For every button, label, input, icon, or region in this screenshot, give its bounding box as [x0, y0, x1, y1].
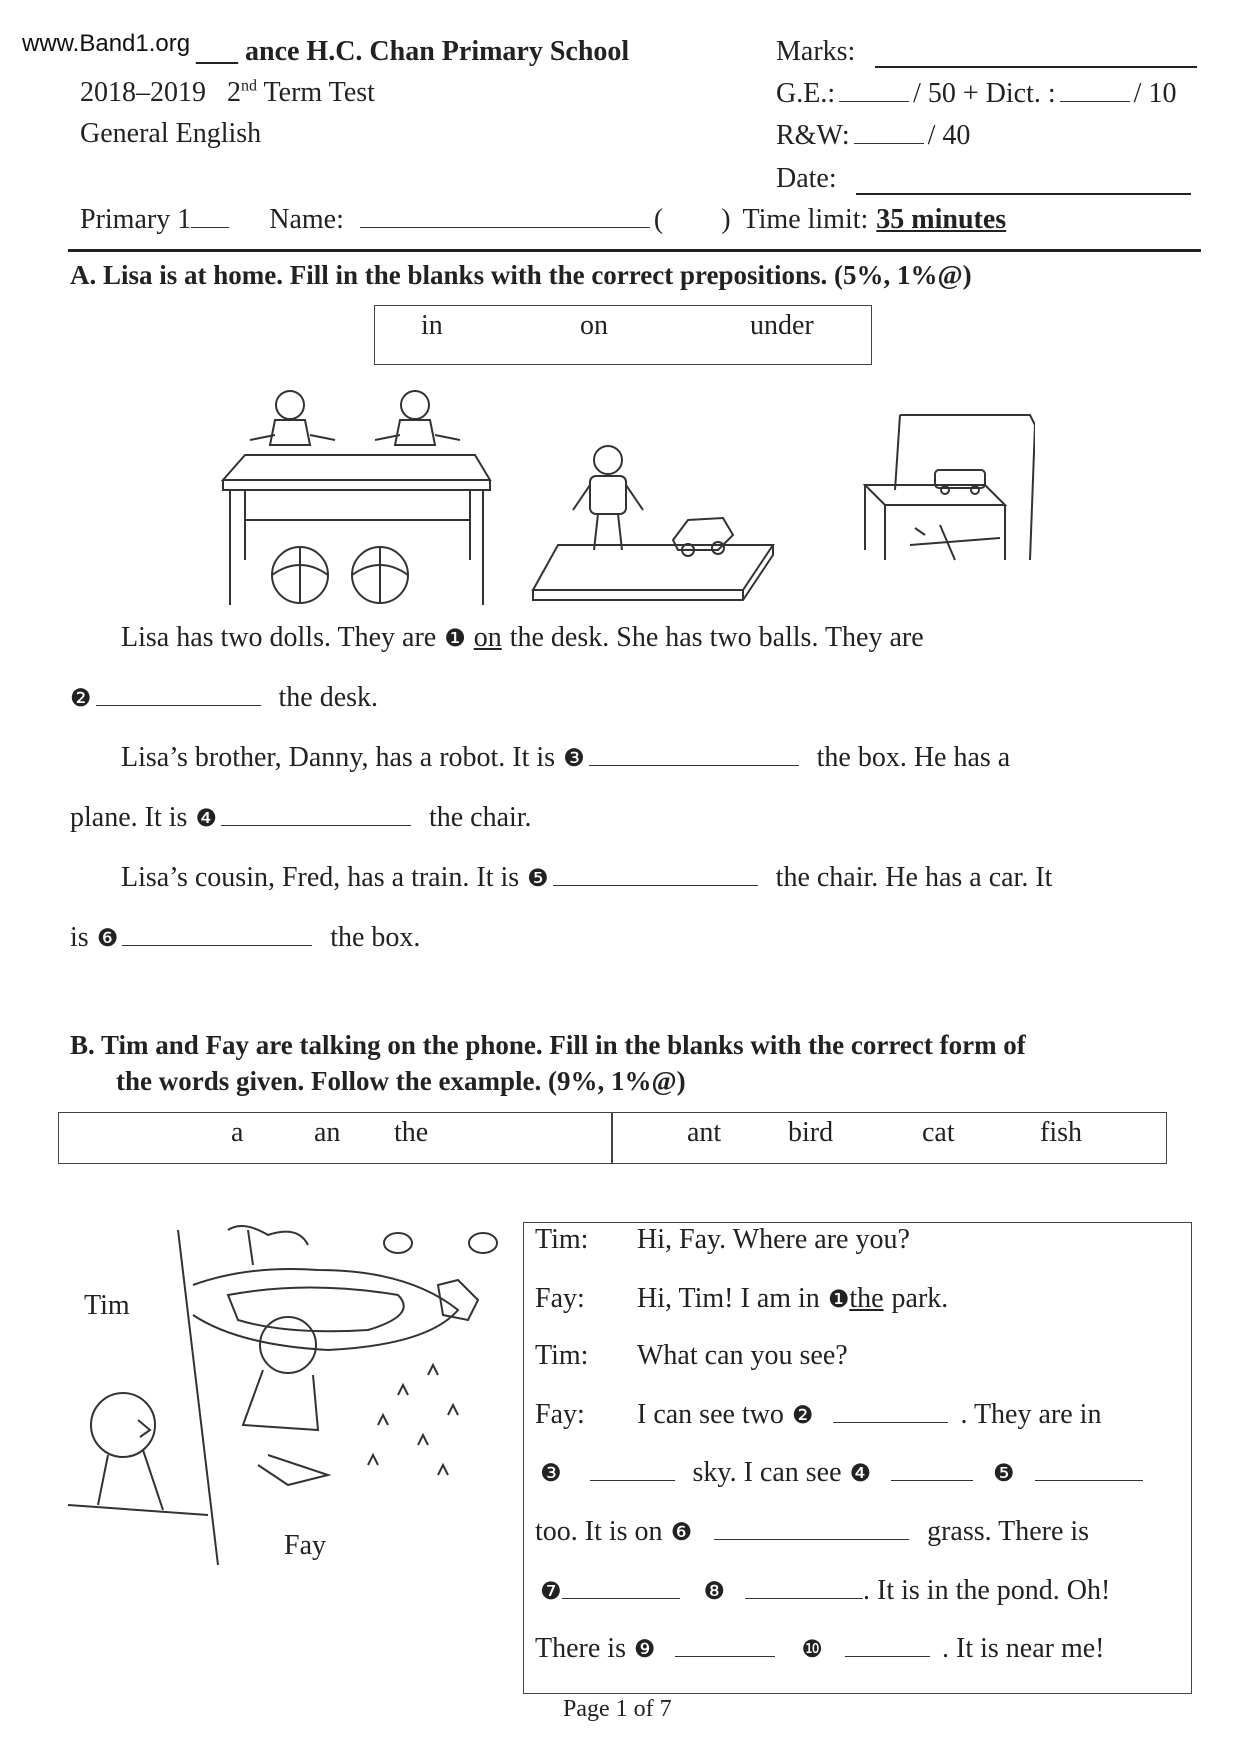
word-in: in — [421, 310, 443, 341]
number-10-badge: ❿ — [801, 1635, 823, 1663]
number-1-badge: ❶ — [827, 1285, 850, 1313]
sentence-a6 — [70, 922, 420, 954]
number-6-badge: ❻ — [670, 1518, 693, 1546]
fay-label: Fay — [284, 1530, 326, 1561]
section-b-heading: B. Tim and Fay are talking on the phone. Fill in the blanks with the correct form of — [70, 1030, 1026, 1060]
text: the chair. — [428, 802, 532, 833]
number-paren-open: ( — [653, 204, 664, 235]
text: plane. It is — [70, 802, 188, 833]
speaker-fay: Fay: — [535, 1283, 585, 1314]
dialog-line-6 — [535, 1516, 1089, 1548]
text: What can you see? — [637, 1340, 848, 1371]
text: . They are in — [960, 1399, 1102, 1430]
sentence-a1 — [121, 622, 924, 654]
header-divider — [68, 249, 1201, 252]
word-under: under — [750, 310, 814, 341]
word-bird: bird — [788, 1117, 834, 1148]
text: the desk. — [278, 682, 379, 713]
word-ant: ant — [687, 1117, 722, 1148]
word-cat: cat — [922, 1117, 955, 1148]
term-suffix: nd — [241, 77, 257, 95]
text: Hi, Fay. Where are you? — [637, 1224, 910, 1255]
text: grass. There is — [927, 1516, 1090, 1547]
term-label: Term Test — [257, 77, 375, 108]
text: . It is in the pond. Oh! — [863, 1575, 1111, 1606]
dialog-line-1 — [535, 1224, 910, 1256]
dialog-line-2 — [535, 1283, 948, 1315]
number-8-badge: ❽ — [703, 1577, 726, 1605]
time-limit-value: 35 minutes — [876, 204, 1007, 235]
text: park. — [891, 1283, 949, 1314]
school-name: ___ ance H.C. Chan Primary School — [196, 36, 630, 67]
number-2-badge: ❷ — [70, 684, 92, 712]
rw-score-field[interactable] — [854, 142, 924, 144]
answer-b5-field[interactable] — [1035, 1479, 1143, 1481]
text: sky. I can see — [692, 1457, 842, 1488]
answer-a3-field[interactable] — [589, 764, 799, 766]
text: the desk. She has two balls. They are — [509, 622, 924, 653]
text: Lisa’s brother, Danny, has a robot. It is — [121, 742, 556, 773]
number-6-badge: ❻ — [96, 924, 119, 952]
answer-b3-field[interactable] — [590, 1479, 675, 1481]
word-table-b — [58, 1112, 1167, 1164]
text: Lisa has two dolls. They are — [121, 622, 437, 653]
dict-total: / 10 — [1133, 78, 1177, 109]
text: the box. — [330, 922, 421, 953]
ge-total: / 50 + Dict. : — [913, 78, 1056, 109]
text: I can see two — [637, 1399, 784, 1430]
number-9-badge: ❾ — [633, 1635, 656, 1663]
term-number: 2 — [227, 77, 241, 108]
dialog-line-7 — [540, 1575, 1110, 1607]
text: Hi, Tim! I am in — [637, 1283, 820, 1314]
student-row — [80, 204, 1006, 236]
dialog-line-3 — [535, 1340, 848, 1372]
word-an: an — [314, 1117, 341, 1148]
chair-train-plane-illustration — [855, 410, 1035, 610]
page-number: Page 1 of 7 — [563, 1696, 672, 1722]
number-5-badge: ❺ — [527, 864, 549, 892]
watermark: www.Band1.org — [22, 30, 191, 57]
box-robot-car-illustration — [528, 440, 778, 605]
number-3-badge: ❸ — [563, 744, 585, 772]
dict-score-field[interactable] — [1060, 100, 1130, 102]
number-7-badge: ❼ — [540, 1577, 562, 1605]
word-fish: fish — [1040, 1117, 1082, 1148]
park-phone-illustration — [68, 1225, 523, 1570]
date-label: Date: — [776, 163, 837, 194]
section-a-heading: A. Lisa is at home. Fill in the blanks with the correct prepositions. (5%, 1%@) — [70, 260, 972, 290]
word-on: on — [580, 310, 608, 341]
speaker-tim: Tim: — [535, 1224, 589, 1255]
number-5-badge: ❺ — [993, 1459, 1015, 1487]
answer-b8-field[interactable] — [745, 1597, 863, 1599]
answer-b9-field[interactable] — [675, 1655, 775, 1657]
marks-label: Marks: — [776, 36, 856, 67]
name-label: Name: — [269, 204, 344, 235]
answer-b2-field[interactable] — [833, 1421, 948, 1423]
text: There is — [535, 1633, 626, 1664]
example-answer-1: on — [473, 622, 502, 653]
word-table-divider — [611, 1113, 613, 1163]
answer-b10-field[interactable] — [845, 1655, 930, 1657]
text: Lisa’s cousin, Fred, has a train. It is — [121, 862, 520, 893]
marks-field[interactable] — [875, 66, 1197, 68]
speaker-fay: Fay: — [535, 1399, 585, 1430]
answer-a5-field[interactable] — [553, 884, 758, 886]
sentence-a5 — [121, 862, 1052, 894]
answer-a2-field[interactable] — [96, 704, 261, 706]
answer-b7-field[interactable] — [562, 1597, 680, 1599]
rw-row — [776, 120, 970, 152]
answer-b6-field[interactable] — [714, 1538, 909, 1540]
name-field[interactable] — [360, 226, 650, 228]
dialog-line-4 — [535, 1399, 1101, 1431]
rw-label: R&W: — [776, 120, 850, 151]
tim-label: Tim — [84, 1290, 130, 1321]
word-box-a — [374, 305, 872, 365]
class-label: Primary 1 — [80, 204, 192, 235]
section-b-heading-line-2: the words given. Follow the example. (9%, 1%@) — [116, 1066, 686, 1096]
date-field[interactable] — [856, 193, 1191, 195]
text: . It is near me! — [942, 1633, 1105, 1664]
school-year: 2018–2019 — [80, 77, 206, 108]
answer-a4-field[interactable] — [221, 824, 411, 826]
answer-a6-field[interactable] — [122, 944, 312, 946]
number-4-badge: ❹ — [195, 804, 217, 832]
rw-total: / 40 — [927, 120, 971, 151]
word-the: the — [394, 1117, 429, 1148]
subject: General English — [80, 118, 262, 149]
text: the chair. He has a car. It — [775, 862, 1053, 893]
ge-row — [776, 78, 1176, 110]
number-4-badge: ❹ — [849, 1459, 872, 1487]
number-paren-close: ) — [721, 204, 731, 235]
text: the box. He has a — [816, 742, 1011, 773]
class-field[interactable] — [191, 226, 229, 228]
number-1-badge: ❶ — [444, 624, 466, 652]
word-a: a — [231, 1117, 244, 1148]
speaker-tim: Tim: — [535, 1340, 589, 1371]
number-3-badge: ❸ — [540, 1459, 562, 1487]
dialog-line-8 — [535, 1633, 1105, 1665]
desk-dolls-balls-illustration — [215, 390, 495, 610]
number-2-badge: ❷ — [791, 1401, 814, 1429]
ge-label: G.E.: — [776, 78, 836, 109]
test-title — [80, 77, 375, 109]
sentence-a2 — [70, 682, 378, 714]
example-answer-the: the — [849, 1283, 884, 1314]
sentence-a4 — [70, 802, 532, 834]
ge-score-field[interactable] — [839, 100, 909, 102]
answer-b4-field[interactable] — [891, 1479, 973, 1481]
text: too. It is on — [535, 1516, 663, 1547]
dialog-line-5 — [540, 1457, 1147, 1489]
sentence-a3 — [121, 742, 1010, 774]
text: is — [70, 922, 89, 953]
time-limit-label: Time limit: — [742, 204, 869, 235]
